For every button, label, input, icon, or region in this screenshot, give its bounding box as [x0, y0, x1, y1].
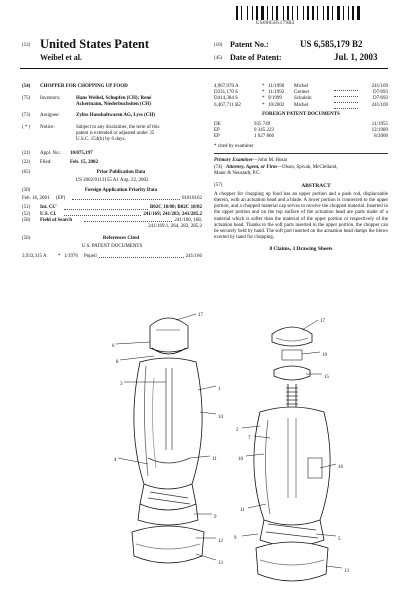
- abstract-heading: ABSTRACT: [301, 182, 331, 189]
- foreign-cc: EP: [214, 127, 220, 133]
- left-figure-label: 11: [212, 457, 217, 462]
- inventors-line-1: Hans Weibel, Schupfen (CH); René: [76, 96, 152, 101]
- ref-star: *: [58, 253, 61, 259]
- prior-publication: US 2002/0113155 A1 Aug. 22, 2002: [75, 177, 149, 183]
- right-figure-label: 19: [322, 353, 327, 358]
- reference-num: D414,384 S: [214, 96, 238, 102]
- foreign-num: 935 749: [254, 121, 271, 127]
- document-type: United States Patent: [40, 37, 150, 51]
- reference-date: 10/2002: [268, 102, 285, 108]
- left-figure-label: 13: [218, 561, 223, 566]
- inventors-line-2: Ackermann, Niederbuchsiten (CH): [76, 102, 151, 108]
- foreign-date: 12/1989: [371, 127, 388, 133]
- notice-line-2: patent is extended or adjusted under 35: [76, 130, 155, 136]
- uscl-label: U.S. Cl.: [40, 211, 57, 217]
- foreign-num: 1 027 866: [254, 133, 274, 139]
- refs-heading: References Cited: [102, 236, 140, 242]
- reference-cls: 241/169: [371, 102, 388, 108]
- right-figure-label: 13: [344, 569, 349, 574]
- right-figure-label: 5: [338, 537, 341, 542]
- left-figure-label: 8: [116, 360, 119, 365]
- reference-cls: D7/693: [373, 96, 388, 102]
- assignee-code: (73): [22, 113, 31, 119]
- ref-number: 3,933,315 A: [22, 253, 47, 259]
- foreign-date: 8/2000: [374, 133, 388, 139]
- reference-star: *: [262, 90, 265, 96]
- assignee-label: Assignee:: [40, 113, 60, 119]
- right-chopper-drawing: [254, 327, 330, 581]
- appl-label: Appl. No.:: [40, 151, 62, 157]
- right-figure-label: 16: [338, 465, 343, 470]
- reference-num: D331,170 S: [214, 90, 238, 96]
- left-figure-label: 17: [198, 313, 203, 318]
- notice-line-1: Subject to any disclaimer, the term of this: [76, 124, 160, 130]
- foreign-code: (30): [22, 188, 31, 194]
- assignee: Zyliss Haushaltwaren AG, Lyss (CH): [76, 113, 155, 119]
- right-figure-label: 15: [324, 375, 329, 380]
- reference-star: *: [262, 96, 265, 102]
- reference-star: *: [262, 84, 265, 89]
- filed-label: Filed:: [40, 160, 52, 166]
- appl-code: (21): [22, 151, 31, 157]
- reference-star: *: [262, 102, 265, 108]
- foreign-date: 11/1955: [371, 121, 388, 127]
- reference-name: Michel: [294, 84, 309, 89]
- uscl-code: (52): [22, 211, 31, 217]
- reference-name: Schulein: [294, 96, 312, 102]
- invention-title: CHOPPER FOR CHOPPING UP FOOD: [40, 84, 128, 89]
- country-code: (12): [22, 43, 31, 48]
- us-references-table: [214, 84, 388, 109]
- patent-number: US 6,585,179 B2: [300, 39, 363, 49]
- notice-label: Notice:: [40, 124, 55, 130]
- left-figure-label: 1: [218, 387, 221, 392]
- attorney-code: (74): [214, 164, 223, 170]
- foreign-heading: Foreign Application Priority Data: [84, 188, 158, 194]
- inventor-short: Weibel et al.: [40, 53, 82, 62]
- ref-date: 1/1976: [64, 253, 78, 259]
- drawing-figure: [20, 308, 388, 594]
- right-figure-label: 10: [238, 457, 243, 462]
- left-figure-label: 4: [114, 458, 117, 463]
- right-figure-label: 9: [234, 536, 237, 541]
- date-label: Date of Patent:: [230, 53, 282, 62]
- right-figure-label: 2: [236, 428, 239, 433]
- uscl-value: 241/169; 241/283; 241/285.2: [143, 211, 202, 217]
- reference-cls: 241/169: [371, 84, 388, 89]
- right-divider: [214, 153, 388, 154]
- intcl-value: B02C 18/00; B02C 18/02: [149, 205, 202, 211]
- prior-code: (65): [22, 169, 31, 175]
- ref-name: Popeil: [84, 253, 97, 259]
- foreign-num: 0 345 223: [254, 127, 274, 133]
- reference-date: 11/1992: [268, 90, 285, 96]
- foreign-docs-heading: FOREIGN PATENT DOCUMENTS: [262, 112, 340, 118]
- appl-number: 10/075,197: [70, 151, 93, 157]
- intcl-label: Int. Cl.⁷: [40, 205, 57, 211]
- left-figure-label: 6: [112, 344, 115, 349]
- notice-code: ( * ): [22, 124, 31, 130]
- claims-summary: 8 Claims, 3 Drawing Sheets: [269, 245, 333, 252]
- attorney-line-1: —Olson, Spivak, McClelland,: [276, 164, 338, 170]
- bibliographic-right: [214, 84, 388, 252]
- reference-name: Michel: [294, 102, 309, 108]
- ref-class: 241/166: [185, 253, 202, 259]
- notice-line-3: U.S.C. 154(b) by 0 days.: [76, 137, 126, 143]
- examiner-name: —John M. Husar: [252, 158, 288, 164]
- title-code: (54): [22, 84, 31, 89]
- refs-code: (56): [22, 236, 31, 242]
- attorney-label: Attorney, Agent, or Firm: [226, 164, 277, 170]
- abstract-code: (57): [214, 182, 223, 188]
- intcl-code: (51): [22, 205, 31, 211]
- reference-row: [214, 103, 388, 109]
- date-code: (45): [214, 56, 223, 61]
- abstract-text: A chopper for chopping up food has an upper portion and a push rod, displaceable therein, with an actuation head and a blade. A lower portion is connected to the upper portion, and a chopped material cap serves to receive the chopped material. Inserted in the upper portion and on the top surface of the actuation head are parts made of a material which is softer than the material of the upper portion or respectively of the actuation head. Thanks to the soft parts inserted in the upper portion, the chopper can be securely held by hand. The soft part inserted on the actuation head damps the blows exerted by hand for chopping.: [214, 192, 388, 240]
- foreign-cc: EP: [214, 133, 220, 139]
- patent-date: Jul. 1, 2003: [334, 52, 378, 62]
- foreign-date: Feb. 16, 2001: [22, 196, 50, 202]
- foreign-references-table: [214, 122, 388, 141]
- barcode-number: US006585179B2: [256, 21, 295, 26]
- foreign-reference-row: [214, 134, 388, 140]
- field-code: (58): [22, 217, 31, 223]
- reference-date: 9/1999: [268, 96, 282, 102]
- field-label: Field of Search: [40, 217, 73, 223]
- field-value-1: 241/100, 168,: [174, 217, 202, 223]
- right-figure-label: 11: [240, 508, 245, 513]
- reference-date: 11/1990: [268, 84, 285, 89]
- left-chopper-drawing: [132, 318, 204, 563]
- attorney-line-2: Maier & Neustadt, P.C.: [214, 170, 261, 176]
- foreign-cc: DE: [214, 121, 221, 127]
- inventors-code: (75): [22, 96, 31, 101]
- barcode: [236, 6, 364, 20]
- right-figure-label: 7: [248, 436, 251, 441]
- cited-by-note: * cited by examiner: [214, 144, 254, 150]
- right-figure-label: 17: [320, 319, 325, 324]
- inventors-label: Inventors:: [40, 96, 61, 101]
- prior-heading: Prior Publication Data: [96, 169, 146, 175]
- left-figure-label: 9: [214, 515, 217, 520]
- foreign-country: (EP): [56, 196, 66, 202]
- patent-no-label: Patent No.:: [230, 40, 269, 49]
- reference-num: 4,967,970 A: [214, 84, 239, 89]
- reference-num: 6,467,711 B2: [214, 102, 241, 108]
- filed-code: (22): [22, 160, 31, 166]
- filed-date: Feb. 15, 2002: [70, 160, 99, 166]
- bibliographic-left: [22, 84, 202, 260]
- reference-cls: D7/693: [373, 90, 388, 96]
- refs-subheading: U.S. PATENT DOCUMENTS: [81, 244, 143, 250]
- left-figure-label: 3: [120, 382, 123, 387]
- foreign-number: 01810162: [182, 196, 202, 202]
- field-value-2: 241/169.1, 264, 283, 285.2: [148, 224, 202, 230]
- examiner-label: Primary Examiner: [214, 158, 253, 164]
- left-figure-label: 14: [218, 415, 223, 420]
- left-figure-label: 12: [218, 539, 223, 544]
- reference-name: Greiner: [294, 90, 310, 96]
- header-rule: [20, 68, 388, 69]
- patent-no-code: (10): [214, 43, 223, 48]
